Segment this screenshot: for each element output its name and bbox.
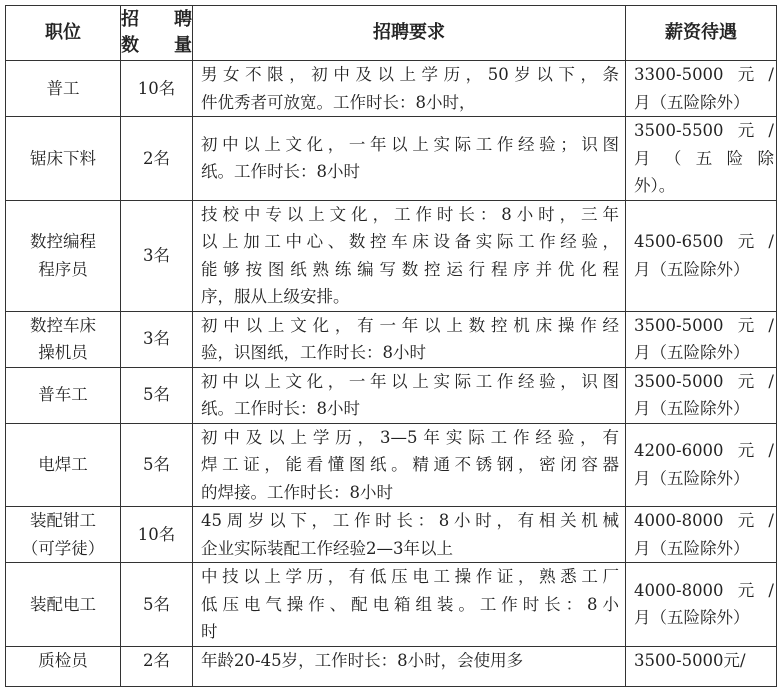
header-count-line: 数量 [121,35,192,56]
table-row [6,646,777,686]
salary-line: 月（五险除外） [634,608,750,628]
position-line: 普工 [46,78,80,98]
requirements-line: 纸。工作时长：8小时 [201,399,360,418]
header-salary: 薪资待遇 [626,6,777,61]
position-line: 数控车床 [30,315,96,335]
requirements-cell [193,200,626,311]
table-row [6,507,777,563]
salary-line: 4200-6000元/ [634,441,774,461]
requirements-line: 技校中专以上文化，工作时长：8小时，三年 [201,204,619,224]
table-row [6,563,777,647]
requirements-cell [193,367,626,423]
position-line: 普车工 [38,385,88,405]
count-line: 5名 [143,594,170,614]
table-header-row [6,6,777,61]
salary-line: 3500-5000元/ [634,371,774,391]
requirements-line: 初中及以上学历，3—5年实际工作经验，有 [201,427,619,447]
count-line: 10名 [137,78,176,98]
position-cell [6,507,121,563]
count-cell [121,367,193,423]
salary-line: 3500-5000元/ [634,650,746,670]
salary-cell [626,507,777,563]
salary-line: 3500-5500元/ [634,121,774,140]
count-line: 2名 [143,650,170,670]
salary-line: 月（五险除外） [634,399,750,418]
requirements-line: 初中以上文化，有一年以上数控机床操作经 [201,315,619,335]
count-line: 3名 [143,329,170,349]
requirements-cell [193,646,626,686]
requirements-line: 男女不限，初中及以上学历，50岁以下，条 [201,65,619,84]
header-count [121,6,193,61]
position-cell [6,367,121,423]
requirements-line: 年龄20-45岁，工作时长：8小时，会使用多 [201,650,524,670]
count-line: 3名 [143,245,170,265]
position-line: 锯床下料 [30,148,96,168]
position-cell [6,563,121,647]
count-cell [121,61,193,117]
salary-line: 月（五险除外） [634,92,750,112]
requirements-line: 初中以上文化，一年以上实际工作经验；识图 [201,134,619,154]
position-line: 装配电工 [30,594,96,614]
salary-line: 月 （ 五 险 除 [634,148,774,168]
position-line: 数控编程 [30,232,96,251]
salary-cell [626,367,777,423]
table-row [6,367,777,423]
requirements-cell [193,61,626,117]
count-cell [121,507,193,563]
salary-line: 月（五险除外） [634,343,750,362]
requirements-line: 中技以上学历，有低压电工操作证，熟悉工厂 [201,567,619,586]
position-line: 操机员 [38,343,88,362]
requirements-line: 能够按图纸熟练编写数控运行程序并优化程 [201,259,619,279]
count-cell [121,311,193,367]
salary-cell [626,646,777,686]
requirements-line: 验，识图纸，工作时长：8小时 [201,343,426,362]
requirements-line: 企业实际装配工作经验2—3年以上 [201,538,453,558]
table-row [6,423,777,507]
requirements-cell [193,423,626,507]
requirements-line: 时 [201,622,218,641]
position-cell [6,200,121,311]
salary-line: 3300-5000元/ [634,65,774,84]
salary-line: 4000-8000元/ [634,511,774,530]
salary-cell [626,200,777,311]
salary-cell [626,311,777,367]
salary-cell [626,61,777,117]
requirements-line: 纸。工作时长：8小时 [201,162,360,182]
requirements-line: 初中以上文化，一年以上实际工作经验，识图 [201,371,619,391]
position-line: 装配钳工 [30,511,96,530]
header-requirements: 招聘要求 [193,6,626,61]
position-cell [6,311,121,367]
salary-line: 4500-6500元/ [634,232,774,251]
table-row [6,117,777,201]
table-body [6,61,777,687]
requirements-line: 焊工证，能看懂图纸。精通不锈钢，密闭容器 [201,455,619,474]
salary-cell [626,423,777,507]
count-cell [121,117,193,201]
count-line: 10名 [137,524,176,544]
count-cell [121,423,193,507]
position-line: 质检员 [38,650,88,670]
count-cell [121,200,193,311]
position-cell [6,61,121,117]
recruitment-table [5,5,777,687]
requirements-cell [193,117,626,201]
count-line: 5名 [143,385,170,405]
count-cell [121,646,193,686]
salary-cell [626,563,777,647]
requirements-line: 低压电气操作、配电箱组装。工作时长：8小 [201,594,619,614]
salary-line: 4000-8000元/ [634,580,774,600]
header-count-line: 招聘 [121,9,192,30]
count-line: 2名 [143,148,170,168]
salary-line: 月（五险除外） [634,538,750,558]
salary-line: 外）。 [634,176,676,195]
position-cell [6,423,121,507]
requirements-cell [193,507,626,563]
salary-line: 月（五险除外） [634,259,750,279]
count-cell [121,563,193,647]
requirements-line: 的焊接。工作时长：8小时 [201,482,393,502]
requirements-line: 序，服从上级安排。 [201,287,350,306]
requirements-cell [193,311,626,367]
table-row [6,311,777,367]
position-cell [6,117,121,201]
position-line: 电焊工 [38,455,88,474]
requirements-line: 45周岁以下，工作时长：8小时，有相关机械 [201,511,619,530]
position-line: 程序员 [38,259,88,279]
salary-line: 月（五险除外） [634,468,750,488]
requirements-line: 以上加工中心、数控车床设备实际工作经验， [201,232,619,251]
position-cell [6,646,121,686]
salary-cell [626,117,777,201]
requirements-line: 件优秀者可放宽。工作时长：8小时， [201,92,476,112]
salary-line: 3500-5000元/ [634,315,774,335]
count-line: 5名 [143,455,170,474]
requirements-cell [193,563,626,647]
position-line: （可学徒） [21,538,105,558]
table-row [6,200,777,311]
table-row [6,61,777,117]
header-position: 职位 [6,6,121,61]
